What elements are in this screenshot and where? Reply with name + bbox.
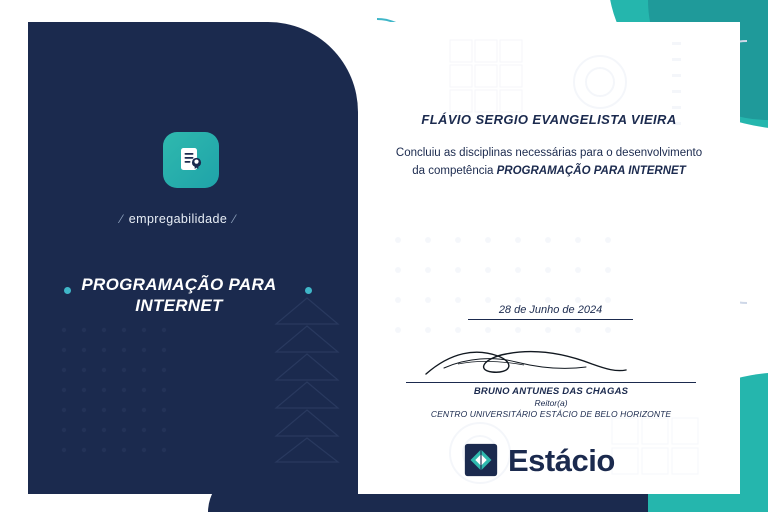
decor-dot-grid: [58, 324, 178, 474]
statement-highlight: PROGRAMAÇÃO PARA INTERNET: [496, 165, 686, 177]
recipient-name: FLÁVIO SERGIO EVANGELISTA VIEIRA: [421, 112, 677, 127]
watermark-circle-top: [570, 52, 630, 112]
signer-role: Reitor(a): [534, 398, 568, 408]
tick-right-icon: ⁄: [233, 212, 236, 226]
empregabilidade-badge-icon: [163, 132, 219, 188]
institution-name: CENTRO UNIVERSITÁRIO ESTÁCIO DE BELO HORIZONTE: [430, 409, 672, 419]
tick-left-icon: ⁄: [120, 212, 123, 226]
signature-image: [406, 334, 696, 394]
signer-name: BRUNO ANTUNES DAS CHAGAS: [473, 386, 629, 397]
statement-prefix: Concluiu as disciplinas necessárias para o desenvolvimento da competência: [395, 147, 703, 177]
certificate-body: [358, 22, 740, 494]
signature-scribble-icon: [406, 334, 696, 394]
brand-label: empregabilidade: [128, 212, 228, 226]
watermark-grid-top: [446, 36, 526, 116]
watermark-dashes: [664, 38, 690, 148]
issue-date: 28 de Junho de 2024: [468, 304, 633, 320]
certificate-document-icon: [176, 145, 206, 175]
estacio-diamond-icon: [462, 441, 500, 479]
signature-rule: [406, 382, 696, 383]
estacio-logo: [462, 436, 652, 484]
brand-tagline: [28, 212, 328, 226]
decor-triangle-stack: [272, 294, 342, 464]
certificate-left-panel: [28, 22, 358, 494]
estacio-wordmark: Estácio: [508, 442, 615, 478]
course-title: PROGRAMAÇÃO PARA INTERNET: [81, 275, 277, 315]
completion-statement: [394, 144, 704, 180]
